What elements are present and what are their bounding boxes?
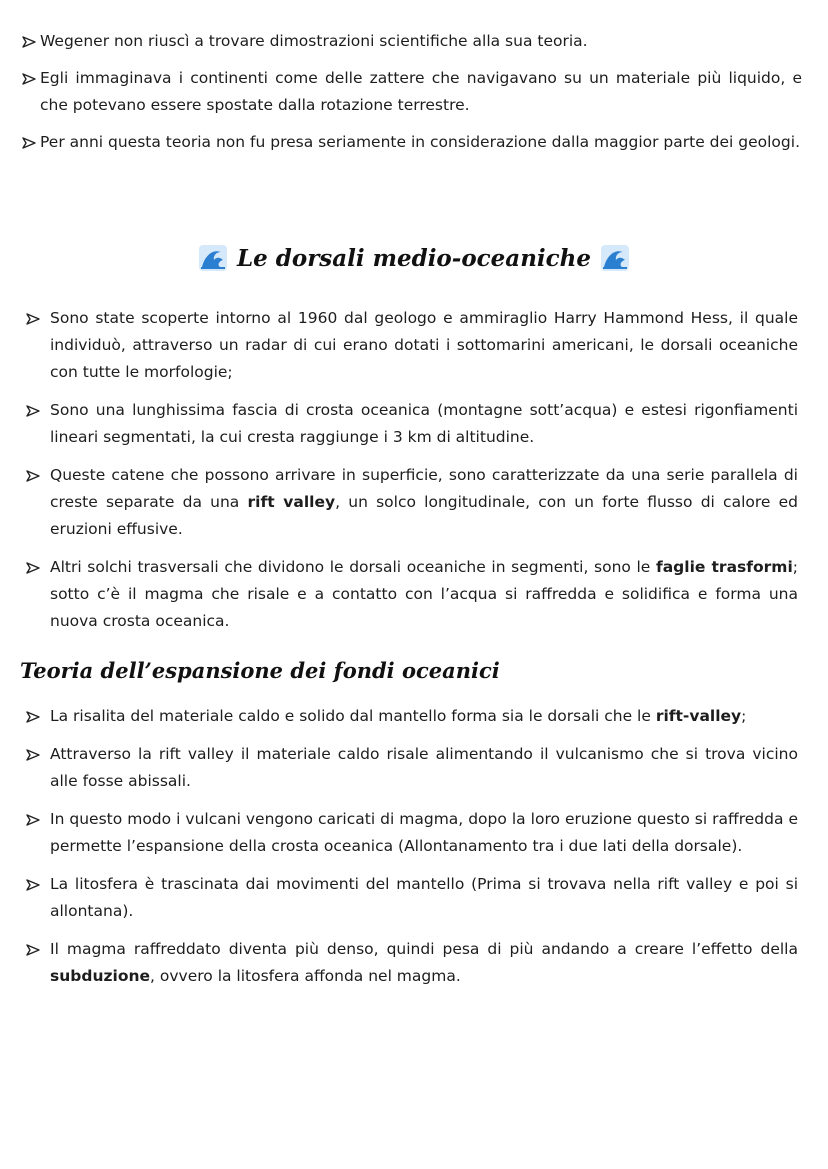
list-item-text: In questo modo i vulcani vengono caricati di magma, dopo la loro eruzione questo si raffredda e permette l’espansione della crosta oceanica (Allontanamento tra i due lati della dorsale). <box>50 810 798 855</box>
arrow-bullet-icon <box>26 806 46 833</box>
list-item <box>26 305 798 386</box>
arrow-bullet-icon <box>26 936 46 963</box>
list-item-text: Attraverso la rift valley il materiale caldo risale alimentando il vulcanismo che si trova vicino alle fosse abissali. <box>50 745 798 790</box>
intro-bullet-list <box>22 28 802 166</box>
section-heading-text: Le dorsali medio-oceaniche <box>236 244 592 272</box>
arrow-bullet-icon <box>26 554 46 581</box>
list-item <box>26 741 798 795</box>
list-item <box>26 462 798 543</box>
term-subduzione: subduzione <box>50 967 151 985</box>
teoria-bullet-list <box>26 703 798 1001</box>
arrow-bullet-icon <box>22 129 42 156</box>
water-wave-icon <box>199 245 227 271</box>
list-item-text: Per anni questa teoria non fu presa seriamente in considerazione dalla maggior parte dei geologi. <box>40 133 800 151</box>
list-item-text: Queste catene che possono arrivare in superficie, sono caratterizzate da una serie parallela di creste separate da una rift valley, un solco longitudinale, con un forte flusso di calore ed eruzioni effusive. <box>50 466 799 538</box>
arrow-bullet-icon <box>26 397 46 424</box>
arrow-bullet-icon <box>26 703 46 730</box>
arrow-bullet-icon <box>22 65 42 92</box>
term-faglie-trasformi: faglie trasformi <box>655 558 793 576</box>
dorsali-bullet-list <box>26 305 798 646</box>
list-item-text: Sono state scoperte intorno al 1960 dal geologo e ammiraglio Harry Hammond Hess, il quale individuò, attraverso un radar di cui erano dotati i sottomarini americani, le dorsali oceaniche con tutte le morfologie; <box>50 309 798 381</box>
list-item <box>22 28 802 55</box>
list-item <box>26 397 798 451</box>
list-item <box>26 936 798 990</box>
term-rift-valley: rift valley <box>247 493 336 511</box>
list-item <box>22 129 802 156</box>
arrow-bullet-icon <box>26 741 46 768</box>
list-item-text: Altri solchi trasversali che dividono le dorsali oceaniche in segmenti, sono le faglie trasformi; sotto c’è il magma che risale e a contatto con l’acqua si raffredda e solidifica e forma una nuova crosta oceanica. <box>50 558 798 630</box>
list-item-text: Wegener non riuscì a trovare dimostrazioni scientifiche alla sua teoria. <box>40 32 588 50</box>
arrow-bullet-icon <box>26 871 46 898</box>
list-item-text: La litosfera è trascinata dai movimenti del mantello (Prima si trovava nella rift valley e poi si allontana). <box>50 875 798 920</box>
list-item-text: La risalita del materiale caldo e solido dal mantello forma sia le dorsali che le rift-valley; <box>50 707 747 725</box>
arrow-bullet-icon <box>26 305 46 332</box>
term-rift-valley: rift-valley <box>655 707 742 725</box>
section-heading-dorsali <box>0 240 828 276</box>
list-item-text: Egli immaginava i continenti come delle zattere che navigavano su un materiale più liquido, e che potevano essere spostate dalla rotazione terrestre. <box>40 69 802 114</box>
arrow-bullet-icon <box>26 462 46 489</box>
section-heading-teoria: Teoria dell’espansione dei fondi oceanici <box>20 658 500 683</box>
arrow-bullet-icon <box>22 28 42 55</box>
list-item <box>26 871 798 925</box>
list-item <box>22 65 802 119</box>
list-item-text: Il magma raffreddato diventa più denso, quindi pesa di più andando a creare l’effetto della subduzione, ovvero la litosfera affonda nel magma. <box>50 940 798 985</box>
list-item <box>26 554 798 635</box>
list-item <box>26 806 798 860</box>
list-item <box>26 703 798 730</box>
list-item-text: Sono una lunghissima fascia di crosta oceanica (montagne sott’acqua) e estesi rigonfiamenti lineari segmentati, la cui cresta raggiunge i 3 km di altitudine. <box>50 401 798 446</box>
water-wave-icon <box>601 245 629 271</box>
